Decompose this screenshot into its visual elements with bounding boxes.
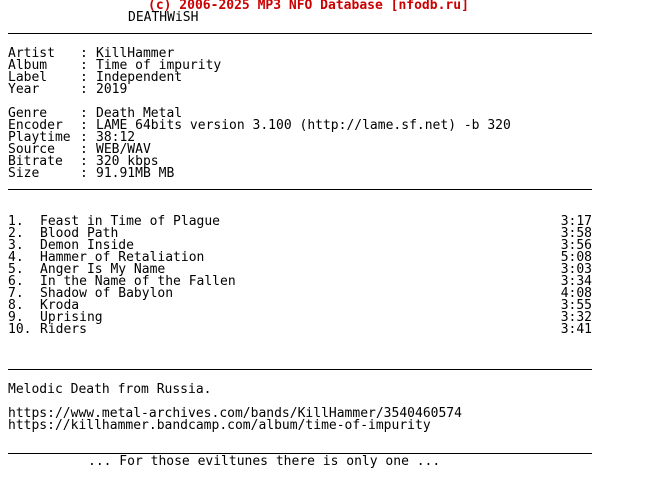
info-value: Time of impurity [96,58,222,73]
divider [8,189,592,190]
release-description: Melodic Death from Russia. [8,382,212,397]
metal-archives-link: https://www.metal-archives.com/bands/KillHammer/3540460574 [8,406,462,421]
tech-value: 91.91MB MB [96,166,175,181]
nfo-database-header: (c) 2006-2025 MP3 NFO Database [nfodb.ru] [148,0,469,13]
tech-row-size [8,168,174,180]
track-duration: 3:03 [560,262,592,277]
tech-value: LAME 64bits version 3.100 (http://lame.sf.net) -b 320 [96,118,511,133]
track-duration: 3:58 [560,226,592,241]
track-duration: 3:56 [560,238,592,253]
tech-key: Source [8,142,55,157]
release-group-name: DEATHWiSH [128,10,199,25]
track-number: 8. [8,298,24,313]
track-title: In the Name of the Fallen [40,274,236,289]
track-row [8,324,592,336]
info-value: Independent [96,70,183,85]
track-title: Feast in Time of Plague [40,214,221,229]
info-separator: : [80,82,88,97]
track-title: Demon Inside [40,238,134,253]
tech-value: 320 kbps [96,154,159,169]
info-separator: : [80,58,88,73]
tech-key: Playtime [8,130,71,145]
track-title: Uprising [40,310,103,325]
info-separator: : [80,46,88,61]
tech-value: WEB/WAV [96,142,151,157]
track-duration: 3:34 [560,274,592,289]
track-duration: 3:41 [560,322,592,337]
track-number: 1. [8,214,24,229]
track-title: Blood Path [40,226,119,241]
tech-key: Bitrate [8,154,63,169]
track-title: Anger Is My Name [40,262,166,277]
tech-separator: : [80,166,88,181]
track-duration: 4:08 [560,286,592,301]
tech-separator: : [80,106,88,121]
track-number: 7. [8,286,24,301]
info-row-year [8,84,127,96]
track-number: 4. [8,250,24,265]
track-title: Shadow of Babylon [40,286,174,301]
info-key: Album [8,58,48,73]
bandcamp-link: https://killhammer.bandcamp.com/album/time-of-impurity [8,418,431,433]
track-title: Kroda [40,298,80,313]
info-key: Label [8,70,48,85]
info-separator: : [80,70,88,85]
track-number: 3. [8,238,24,253]
info-key: Artist [8,46,55,61]
track-duration: 3:32 [560,310,592,325]
track-number: 5. [8,262,24,277]
info-value: 2019 [96,82,128,97]
track-row [8,312,592,324]
tech-separator: : [80,154,88,169]
tech-value: 38:12 [96,130,136,145]
track-number: 10. [8,322,32,337]
info-key: Year [8,82,40,97]
track-number: 9. [8,310,24,325]
tech-separator: : [80,118,88,133]
tech-key: Size [8,166,40,181]
tech-separator: : [80,130,88,145]
divider [8,33,592,34]
track-duration: 3:55 [560,298,592,313]
track-duration: 3:17 [560,214,592,229]
track-title: Riders [40,322,87,337]
track-row [8,288,592,300]
tech-key: Encoder [8,118,63,133]
footer-tagline: ... For those eviltunes there is only one ... [88,454,441,469]
track-title: Hammer of Retaliation [40,250,205,265]
tech-value: Death Metal [96,106,183,121]
info-value: KillHammer [96,46,175,61]
tech-separator: : [80,142,88,157]
track-number: 2. [8,226,24,241]
track-duration: 5:08 [560,250,592,265]
divider [8,369,592,370]
track-number: 6. [8,274,24,289]
tech-key: Genre [8,106,48,121]
